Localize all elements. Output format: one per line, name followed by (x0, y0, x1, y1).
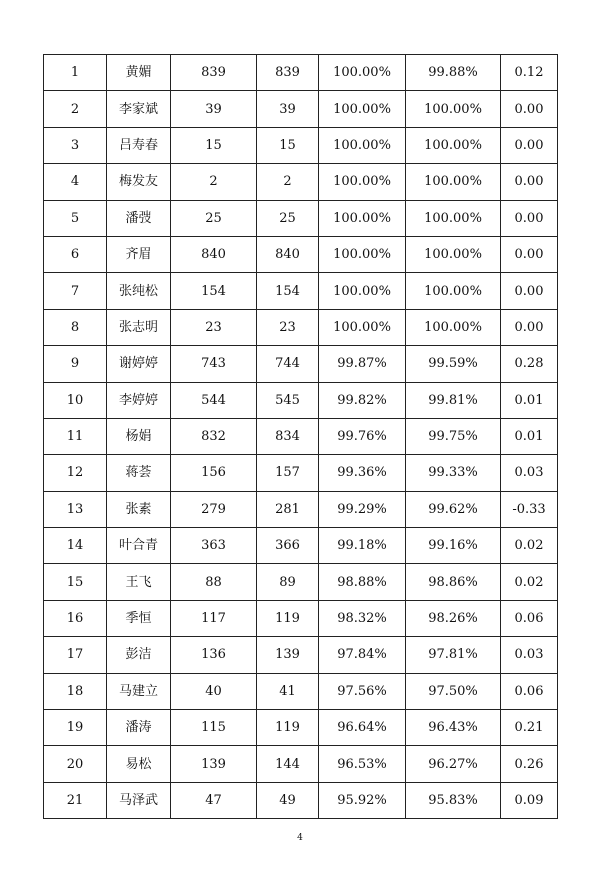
rate-b-cell: 99.16% (406, 528, 501, 564)
count-a-cell: 363 (171, 528, 257, 564)
diff-cell: 0.06 (501, 600, 558, 636)
count-a-cell: 279 (171, 491, 257, 527)
table-row (44, 455, 558, 491)
diff-cell: 0.28 (501, 346, 558, 382)
rate-a-cell: 99.29% (319, 491, 406, 527)
count-a-cell: 23 (171, 309, 257, 345)
table-row (44, 710, 558, 746)
name-cell: 王飞 (107, 564, 171, 600)
rank-cell: 9 (44, 346, 107, 382)
name-cell: 易松 (107, 746, 171, 782)
rank-cell: 13 (44, 491, 107, 527)
rate-b-cell: 98.26% (406, 600, 501, 636)
diff-cell: 0.00 (501, 164, 558, 200)
name-cell: 吕寿春 (107, 127, 171, 163)
table-row (44, 309, 558, 345)
count-b-cell: 41 (257, 673, 319, 709)
diff-cell: 0.00 (501, 127, 558, 163)
count-a-cell: 115 (171, 710, 257, 746)
rate-a-cell: 99.87% (319, 346, 406, 382)
count-a-cell: 839 (171, 55, 257, 91)
rank-cell: 11 (44, 418, 107, 454)
rank-cell: 8 (44, 309, 107, 345)
diff-cell: 0.00 (501, 309, 558, 345)
count-b-cell: 15 (257, 127, 319, 163)
rank-cell: 3 (44, 127, 107, 163)
name-cell: 杨娟 (107, 418, 171, 454)
rate-b-cell: 99.33% (406, 455, 501, 491)
rate-b-cell: 99.62% (406, 491, 501, 527)
rank-cell: 7 (44, 273, 107, 309)
rate-a-cell: 98.32% (319, 600, 406, 636)
rank-cell: 20 (44, 746, 107, 782)
rate-a-cell: 100.00% (319, 55, 406, 91)
rate-b-cell: 96.43% (406, 710, 501, 746)
table-row (44, 782, 558, 818)
diff-cell: 0.00 (501, 200, 558, 236)
rate-a-cell: 99.76% (319, 418, 406, 454)
table-row (44, 418, 558, 454)
rate-a-cell: 100.00% (319, 236, 406, 272)
rate-a-cell: 99.36% (319, 455, 406, 491)
rate-b-cell: 97.50% (406, 673, 501, 709)
rate-a-cell: 100.00% (319, 200, 406, 236)
count-a-cell: 136 (171, 637, 257, 673)
name-cell: 蒋荟 (107, 455, 171, 491)
page-number: 4 (297, 833, 303, 843)
name-cell: 潘弢 (107, 200, 171, 236)
name-cell: 马泽武 (107, 782, 171, 818)
count-b-cell: 144 (257, 746, 319, 782)
rank-cell: 2 (44, 91, 107, 127)
rate-a-cell: 100.00% (319, 127, 406, 163)
diff-cell: 0.02 (501, 564, 558, 600)
rank-cell: 16 (44, 600, 107, 636)
diff-cell: 0.01 (501, 418, 558, 454)
rate-a-cell: 96.64% (319, 710, 406, 746)
rate-b-cell: 100.00% (406, 91, 501, 127)
diff-cell: 0.06 (501, 673, 558, 709)
rate-b-cell: 100.00% (406, 309, 501, 345)
data-table (43, 54, 558, 819)
table-row (44, 382, 558, 418)
table-row (44, 746, 558, 782)
count-a-cell: 15 (171, 127, 257, 163)
rank-cell: 17 (44, 637, 107, 673)
table-row (44, 564, 558, 600)
rank-cell: 6 (44, 236, 107, 272)
table-row (44, 637, 558, 673)
rate-a-cell: 96.53% (319, 746, 406, 782)
rate-b-cell: 100.00% (406, 200, 501, 236)
table-row (44, 127, 558, 163)
rate-a-cell: 95.92% (319, 782, 406, 818)
rank-cell: 19 (44, 710, 107, 746)
rank-cell: 18 (44, 673, 107, 709)
count-b-cell: 139 (257, 637, 319, 673)
name-cell: 彭洁 (107, 637, 171, 673)
count-a-cell: 40 (171, 673, 257, 709)
table-row (44, 491, 558, 527)
diff-cell: 0.21 (501, 710, 558, 746)
rate-b-cell: 99.88% (406, 55, 501, 91)
count-b-cell: 839 (257, 55, 319, 91)
diff-cell: 0.03 (501, 455, 558, 491)
diff-cell: 0.02 (501, 528, 558, 564)
count-b-cell: 366 (257, 528, 319, 564)
table-body (44, 55, 558, 819)
table-row (44, 164, 558, 200)
count-a-cell: 832 (171, 418, 257, 454)
diff-cell: 0.03 (501, 637, 558, 673)
name-cell: 季恒 (107, 600, 171, 636)
name-cell: 叶合青 (107, 528, 171, 564)
rate-b-cell: 100.00% (406, 273, 501, 309)
rate-a-cell: 99.18% (319, 528, 406, 564)
rate-a-cell: 97.56% (319, 673, 406, 709)
count-a-cell: 2 (171, 164, 257, 200)
table-row (44, 673, 558, 709)
rank-cell: 10 (44, 382, 107, 418)
name-cell: 张志明 (107, 309, 171, 345)
rank-cell: 1 (44, 55, 107, 91)
name-cell: 梅发友 (107, 164, 171, 200)
diff-cell: 0.26 (501, 746, 558, 782)
rank-cell: 15 (44, 564, 107, 600)
diff-cell: 0.09 (501, 782, 558, 818)
count-a-cell: 743 (171, 346, 257, 382)
count-b-cell: 119 (257, 600, 319, 636)
rate-b-cell: 99.75% (406, 418, 501, 454)
table-row (44, 200, 558, 236)
rate-a-cell: 99.82% (319, 382, 406, 418)
count-a-cell: 840 (171, 236, 257, 272)
count-a-cell: 47 (171, 782, 257, 818)
count-a-cell: 156 (171, 455, 257, 491)
table-row (44, 55, 558, 91)
name-cell: 李家斌 (107, 91, 171, 127)
rate-a-cell: 97.84% (319, 637, 406, 673)
count-a-cell: 39 (171, 91, 257, 127)
name-cell: 马建立 (107, 673, 171, 709)
count-b-cell: 744 (257, 346, 319, 382)
diff-cell: 0.00 (501, 273, 558, 309)
name-cell: 张纯松 (107, 273, 171, 309)
name-cell: 齐眉 (107, 236, 171, 272)
count-a-cell: 544 (171, 382, 257, 418)
count-b-cell: 840 (257, 236, 319, 272)
rate-b-cell: 100.00% (406, 236, 501, 272)
count-b-cell: 281 (257, 491, 319, 527)
rank-cell: 5 (44, 200, 107, 236)
rate-b-cell: 96.27% (406, 746, 501, 782)
rate-b-cell: 97.81% (406, 637, 501, 673)
count-b-cell: 119 (257, 710, 319, 746)
count-a-cell: 25 (171, 200, 257, 236)
rate-b-cell: 100.00% (406, 164, 501, 200)
rank-cell: 14 (44, 528, 107, 564)
name-cell: 黄媚 (107, 55, 171, 91)
table-row (44, 528, 558, 564)
rate-b-cell: 99.59% (406, 346, 501, 382)
rate-a-cell: 100.00% (319, 91, 406, 127)
count-a-cell: 139 (171, 746, 257, 782)
diff-cell: -0.33 (501, 491, 558, 527)
count-b-cell: 39 (257, 91, 319, 127)
rank-cell: 12 (44, 455, 107, 491)
rate-b-cell: 99.81% (406, 382, 501, 418)
count-b-cell: 157 (257, 455, 319, 491)
count-a-cell: 117 (171, 600, 257, 636)
table-row (44, 273, 558, 309)
table-row (44, 600, 558, 636)
count-b-cell: 545 (257, 382, 319, 418)
count-b-cell: 154 (257, 273, 319, 309)
rate-a-cell: 98.88% (319, 564, 406, 600)
table-row (44, 346, 558, 382)
table-row (44, 91, 558, 127)
count-a-cell: 154 (171, 273, 257, 309)
count-a-cell: 88 (171, 564, 257, 600)
name-cell: 李婷婷 (107, 382, 171, 418)
rate-b-cell: 95.83% (406, 782, 501, 818)
count-b-cell: 23 (257, 309, 319, 345)
rank-cell: 4 (44, 164, 107, 200)
count-b-cell: 25 (257, 200, 319, 236)
name-cell: 潘涛 (107, 710, 171, 746)
count-b-cell: 834 (257, 418, 319, 454)
rate-b-cell: 98.86% (406, 564, 501, 600)
diff-cell: 0.01 (501, 382, 558, 418)
diff-cell: 0.00 (501, 236, 558, 272)
count-b-cell: 2 (257, 164, 319, 200)
rank-cell: 21 (44, 782, 107, 818)
name-cell: 谢婷婷 (107, 346, 171, 382)
rate-a-cell: 100.00% (319, 164, 406, 200)
name-cell: 张素 (107, 491, 171, 527)
count-b-cell: 49 (257, 782, 319, 818)
diff-cell: 0.12 (501, 55, 558, 91)
count-b-cell: 89 (257, 564, 319, 600)
diff-cell: 0.00 (501, 91, 558, 127)
rate-a-cell: 100.00% (319, 273, 406, 309)
table-row (44, 236, 558, 272)
rate-a-cell: 100.00% (319, 309, 406, 345)
rate-b-cell: 100.00% (406, 127, 501, 163)
